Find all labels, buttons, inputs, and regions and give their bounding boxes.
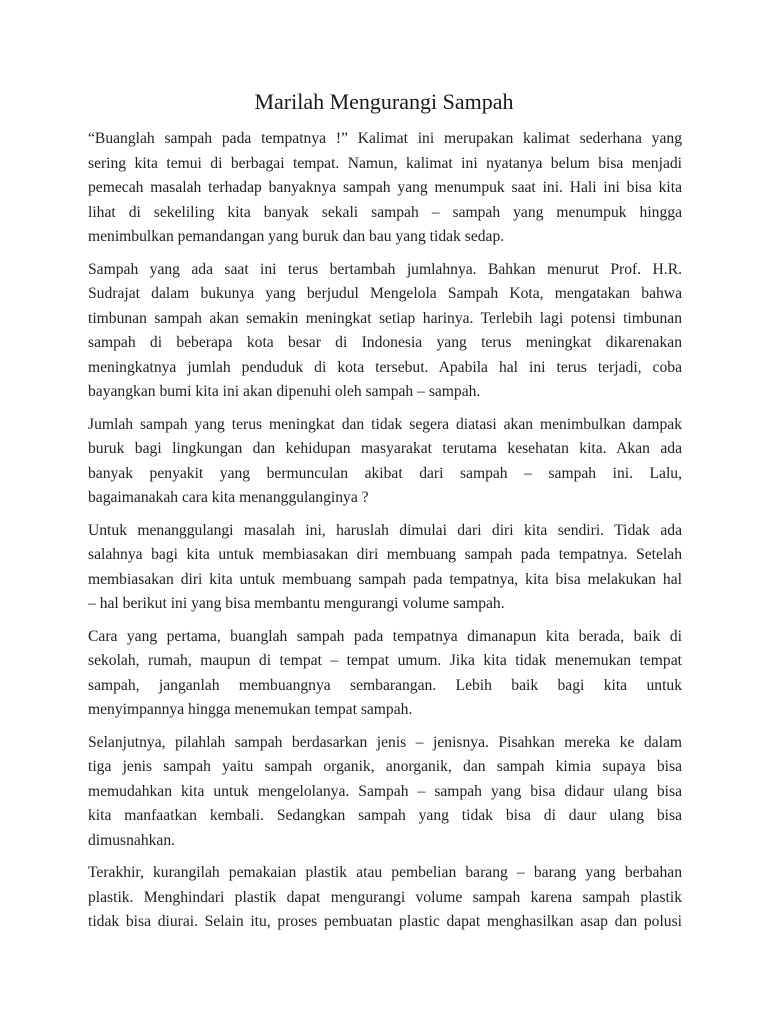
text-line: – hal berikut ini yang bisa membantu mengurangi volume sampah.: [88, 595, 505, 612]
text-line: timbunan sampah akan semakin meningkat setiap harinya. Terlebih lagi potensi timbunan: [88, 309, 682, 327]
text-line: meningkatnya jumlah penduduk di kota tersebut. Apabila hal ini terus terjadi, coba: [88, 358, 682, 376]
text-line: sering kita temui di berbagai tempat. Namun, kalimat ini nyatanya belum bisa menjadi: [88, 154, 682, 172]
text-line: Untuk menanggulangi masalah ini, haruslah dimulai dari diri kita sendiri. Tidak ada: [88, 521, 682, 539]
paragraph: [88, 127, 682, 250]
text-line: plastik. Menghindari plastik dapat mengurangi volume sampah karena sampah plastik: [88, 888, 682, 906]
document-body: [88, 127, 682, 943]
paragraph: [88, 413, 682, 511]
text-line: Cara yang pertama, buanglah sampah pada tempatnya dimanapun kita berada, baik di: [88, 627, 682, 645]
text-line: bagaimanakah cara kita menanggulanginya ?: [88, 489, 369, 506]
text-line: “Buanglah sampah pada tempatnya !” Kalimat ini merupakan kalimat sederhana yang: [88, 130, 682, 147]
text-line: tiga jenis sampah yaitu sampah organik, anorganik, dan sampah kimia supaya bisa: [88, 758, 682, 775]
text-line: menyimpannya hingga menemukan tempat sampah.: [88, 701, 413, 718]
text-line: tidak bisa diurai. Selain itu, proses pembuatan plastic dapat menghasilkan asap dan polusi: [88, 913, 682, 930]
text-line: lihat di sekeliling kita banyak sekali sampah – sampah yang menumpuk hingga: [88, 203, 682, 221]
text-line: Terakhir, kurangilah pemakaian plastik atau pembelian barang – barang yang berbahan: [88, 864, 682, 881]
text-line: salahnya bagi kita untuk membiasakan diri membuang sampah pada tempatnya. Setelah: [88, 546, 682, 563]
document-title: Marilah Mengurangi Sampah: [254, 89, 514, 114]
paragraph: [88, 625, 682, 723]
text-line: Sampah yang ada saat ini terus bertambah jumlahnya. Bahkan menurut Prof. H.R.: [88, 260, 682, 278]
text-line: Sudrajat dalam bukunya yang berjudul Mengelola Sampah Kota, mengatakan bahwa: [88, 285, 682, 302]
text-line: Jumlah sampah yang terus meningkat dan tidak segera diatasi akan menimbulkan dampak: [88, 415, 682, 433]
paragraph: [88, 861, 682, 935]
text-line: menimbulkan pemandangan yang buruk dan bau yang tidak sedap.: [88, 228, 505, 245]
text-line: memudahkan kita untuk mengelolanya. Sampah – sampah yang bisa didaur ulang bisa: [88, 782, 682, 800]
text-line: membiasakan diri kita untuk membuang sampah pada tempatnya, kita bisa melakukan hal: [88, 570, 682, 588]
text-line: sampah, janganlah membuangnya sembarangan. Lebih baik bagi kita untuk: [88, 676, 682, 694]
paragraph: [88, 731, 682, 854]
text-line: banyak penyakit yang bermunculan akibat dari sampah – sampah ini. Lalu,: [88, 464, 682, 482]
text-line: kita manfaatkan kembali. Sedangkan sampah yang tidak bisa di daur ulang bisa: [88, 807, 682, 824]
text-line: sekolah, rumah, maupun di tempat – tempat umum. Jika kita tidak menemukan tempat: [88, 652, 682, 669]
text-line: dimusnahkan.: [88, 831, 176, 849]
text-line: pemecah masalah terhadap banyaknya sampah yang menumpuk saat ini. Hali ini bisa kita: [88, 179, 682, 196]
text-line: buruk bagi lingkungan dan kehidupan masyarakat terutama kesehatan kita. Akan ada: [88, 440, 682, 457]
text-line: bayangkan bumi kita ini akan dipenuhi oleh sampah – sampah.: [88, 383, 481, 400]
text-line: Selanjutnya, pilahlah sampah berdasarkan jenis – jenisnya. Pisahkan mereka ke dalam: [88, 733, 682, 751]
paragraph: [88, 519, 682, 617]
text-line: sampah di beberapa kota besar di Indonesia yang terus meningkat dikarenakan: [88, 334, 682, 351]
paragraph: [88, 258, 682, 405]
